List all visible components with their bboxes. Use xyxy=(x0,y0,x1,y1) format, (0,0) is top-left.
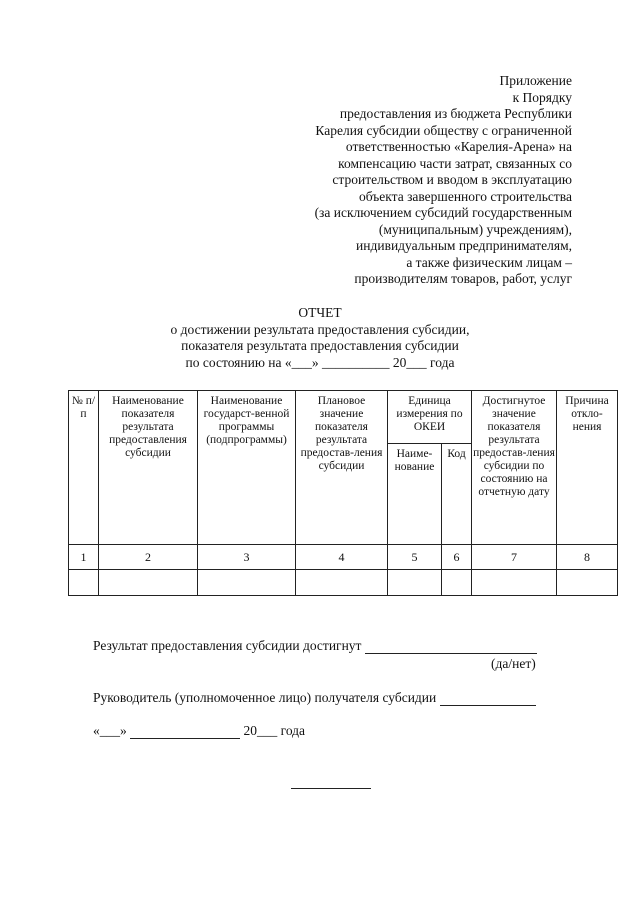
appendix-line: строительством и вводом в эксплуатацию xyxy=(332,172,572,187)
separator-line xyxy=(291,788,371,789)
table-cell[interactable] xyxy=(296,570,388,596)
column-number: 3 xyxy=(198,545,296,570)
report-subtitle-line-2: показателя результата предоставления субсидии xyxy=(181,338,459,353)
head-label: Руководитель (уполномоченное лицо) получателя субсидии xyxy=(93,690,437,705)
appendix-line: Карелия субсидии обществу с ограниченной xyxy=(315,122,572,138)
column-number: 6 xyxy=(442,545,472,570)
report-title xyxy=(0,305,640,371)
appendix-line: индивидуальным предпринимателям, xyxy=(356,238,572,253)
column-number: 7 xyxy=(472,545,557,570)
header-indicator-name: Наименование показателя результата предоставления субсидии xyxy=(99,391,198,545)
table-column-numbers-row xyxy=(69,545,618,570)
appendix-line: Приложение xyxy=(499,73,572,88)
appendix-line: объекта завершенного строительства xyxy=(359,188,572,204)
table-row xyxy=(69,570,618,596)
header-unit-code: Код xyxy=(442,444,472,545)
table-cell[interactable] xyxy=(472,570,557,596)
column-number: 5 xyxy=(388,545,442,570)
header-achieved-value: Достигнутое значение показателя результата предостав-ления субсидии по состоянию на отчетную дату xyxy=(472,391,557,545)
appendix-line: производителям товаров, работ, услуг xyxy=(354,271,572,286)
table-cell[interactable] xyxy=(388,570,442,596)
table-cell[interactable] xyxy=(557,570,618,596)
appendix-line: к Порядку xyxy=(512,89,572,105)
header-deviation-reason: Причина откло-нения xyxy=(557,391,618,545)
column-number: 8 xyxy=(557,545,618,570)
appendix-line: компенсацию части затрат, связанных со xyxy=(338,155,572,171)
appendix-line: (за исключением субсидий государственным xyxy=(314,205,572,220)
header-unit-name: Наиме-нование xyxy=(388,444,442,545)
date-line xyxy=(93,723,305,739)
appendix-line: ответственностью «Карелия-Арена» на xyxy=(345,139,572,154)
report-table xyxy=(68,390,618,596)
table-cell[interactable] xyxy=(99,570,198,596)
header-number: № п/п xyxy=(69,391,99,545)
result-hint: (да/нет) xyxy=(491,656,536,671)
head-line xyxy=(93,690,536,706)
date-day: «___» xyxy=(93,723,127,738)
appendix-line: предоставления из бюджета Республики xyxy=(339,106,572,121)
result-line xyxy=(93,638,537,654)
report-date-line: по состоянию на «___» __________ 20___ года xyxy=(185,354,455,370)
header-program-name: Наименование государст-венной программы (подпрограммы) xyxy=(198,391,296,545)
result-field[interactable] xyxy=(365,639,537,654)
column-number: 4 xyxy=(296,545,388,570)
result-label: Результат предоставления субсидии достигнут xyxy=(93,638,362,653)
report-subtitle-line-1: о достижении результата предоставления субсидии, xyxy=(170,321,470,337)
table-cell[interactable] xyxy=(198,570,296,596)
date-year: 20___ года xyxy=(243,723,306,738)
appendix-block xyxy=(272,73,572,288)
column-number: 2 xyxy=(99,545,198,570)
header-planned-value: Плановое значение показателя результата предостав-ления субсидии xyxy=(296,391,388,545)
table-header-row xyxy=(69,391,618,444)
report-heading: ОТЧЕТ xyxy=(298,305,342,320)
date-month-field[interactable] xyxy=(130,724,240,739)
head-signature-field[interactable] xyxy=(440,691,536,706)
header-unit: Единица измерения по ОКЕИ xyxy=(388,391,472,444)
table-cell[interactable] xyxy=(442,570,472,596)
appendix-line: а также физическим лицам – xyxy=(406,254,572,270)
column-number: 1 xyxy=(69,545,99,570)
appendix-line: (муниципальным) учреждениям), xyxy=(378,221,572,237)
table-cell[interactable] xyxy=(69,570,99,596)
